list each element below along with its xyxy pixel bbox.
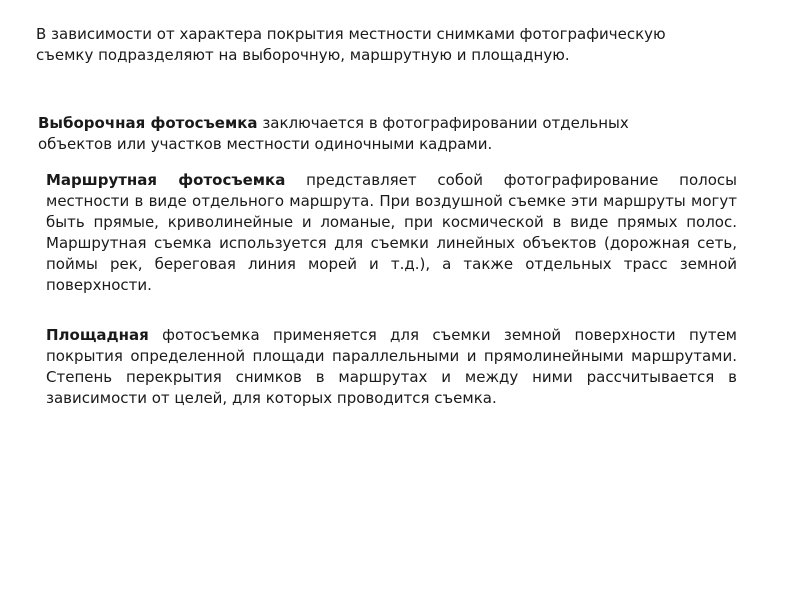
intro-paragraph bbox=[36, 24, 676, 66]
selective-survey-paragraph bbox=[38, 113, 678, 155]
route-survey-term: Маршрутная фотосъемка bbox=[46, 171, 286, 189]
selective-survey-text: заключается в фотографировании отдельных объектов или участков местности одиночными кадрами. bbox=[38, 114, 629, 153]
area-survey-term: Площадная bbox=[46, 326, 149, 344]
area-survey-text: фотосъемка применяется для съемки земной поверхности путем покрытия определенной площади параллельными и прямолинейными маршрутами. Степень перекрытия снимков в маршрутах и между ними рассчитывается в зависимости от целей, для которых проводится съемка. bbox=[46, 326, 737, 407]
route-survey-paragraph bbox=[46, 170, 737, 296]
area-survey-paragraph bbox=[46, 325, 737, 409]
selective-survey-term: Выборочная фотосъемка bbox=[38, 114, 258, 132]
route-survey-text: представляет собой фотографирование полосы местности в виде отдельного маршрута. При воздушной съемке эти маршруты могут быть прямые, криволинейные и ломаные, при космической в виде прямых полос. Маршрутная съемка используется для съемки линейных объектов (дорожная сеть, поймы рек, береговая линия морей и т.д.), а также отдельных трасс земной поверхности. bbox=[46, 171, 737, 294]
intro-text: В зависимости от характера покрытия местности снимками фотографическую съемку подразделяют на выборочную, маршрутную и площадную. bbox=[36, 25, 666, 64]
